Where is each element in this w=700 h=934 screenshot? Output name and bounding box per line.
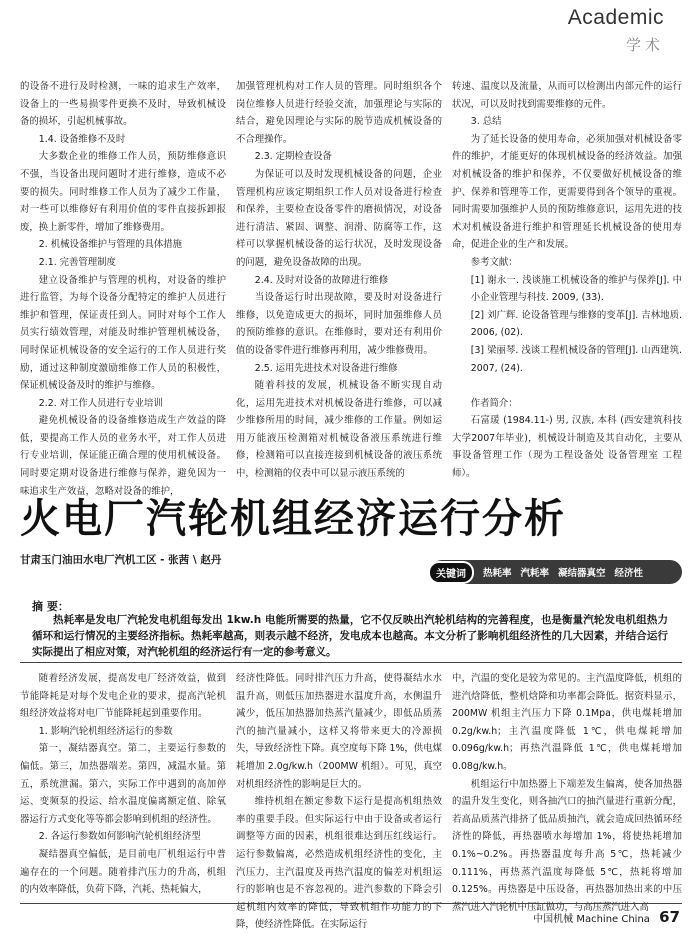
- bottom-column-3: [452, 670, 682, 916]
- paragraph: 第一，凝结器真空。第二，主要运行参数的偏低。第三，加热器端差。第四，减温水量。第五，系统泄漏。第六，实际工作中遇到的高加停运、变频泵的投运、给水温度偏离额定值、除氧器运行方式变化等等都会影响到机组的经济性。: [20, 743, 226, 825]
- paragraph: 随着科技的发展，机械设备不断实现自动化，运用先进技术对机械设备进行维修，可以减少维修所用的时间，减少维修的工作量。例如运用万能液压检测箱对机械设备液压系统进行维修，检测箱可以直接连接到机械设备的液压系统中，检测箱的仪表中可以显示液压系统的: [236, 380, 442, 480]
- paragraph: 经济性降低。同时排汽压力升高，使得凝结水水温升高，则低压加热器进水温度升高，水侧温升减少，低压加热器加热蒸汽量减少，即低品质蒸汽的抽汽量减小，这样又将带来更大的冷源损失，导致经济性下降。真空度每下降 1%，供电煤耗增加 2.0g/kw.h（200MW 机组）。可见，真空对机组经济性的影响是巨大的。: [236, 673, 442, 790]
- divider: [20, 662, 682, 663]
- footer-rule: [20, 903, 682, 904]
- keywords-label: 关键词: [428, 561, 474, 584]
- paragraph: 建立设备维护与管理的机构，对设备的维护进行监管，为每个设备分配特定的维护人员进行维护和管理，保证责任到人。同时对每个工作人员实行绩效管理，对能及时维护管理机械设备，同时保证机械设备的安全运行的工作人员进行奖励，通过这种制度激励维修工作人员的积极性，保证机械设备及时的维护与维修。: [20, 274, 226, 392]
- paragraph: 的设备不进行及时检测，一味的追求生产效率，设备上的一些易损零件更换不及时，导致机械设备的损坏，引起机械事故。: [20, 81, 226, 128]
- paragraph: 2.1. 完善管理制度: [38, 256, 116, 268]
- paragraph: 为保证可以及时发现机械设备的问题，企业管理机构应该定期组织工作人员对设备进行检查和保养，主要检查设备零件的磨损情况，对设备进行清洁、紧固、调整、润滑、防腐等工作，这样可以掌握机械设备的运行状况，及时发现设备的问题，避免设备故障的出现。: [236, 168, 442, 268]
- paragraph: 中，汽温的变化是较为常见的。主汽温度降低，机组的进汽焓降低，整机焓降和功率都会降低。据资料显示，200MW 机组主汽压力下降 0.1Mpa，供电煤耗增加 0.2g/kw.h；主汽温度降低 1℃，供电煤耗增加 0.096g/kw.h；再热汽温降低 1℃，供电煤耗增加 0.08g/kw.h。: [452, 673, 682, 772]
- paragraph: 大多数企业的维修工作人员，预防维修意识不强，当设备出现问题时才进行维修，造成不必要的损失。同时维修工作人员为了减少工作量，对一些可以维修好有利用价值的零件直接拆卸报废，换上新零件，增加了维修费用。: [20, 151, 226, 233]
- paragraph: [452, 377, 682, 395]
- paragraph: 2.2. 对工作人员进行专业培训: [38, 397, 163, 409]
- top-column-3: [452, 78, 682, 483]
- paragraph: 2.5. 运用先进技术对设备进行维修: [254, 362, 398, 374]
- paragraph: [3] 梁丽琴. 浅谈工程机械设备的管理[J]. 山西建筑. 2007, (24).: [470, 344, 682, 374]
- paragraph: 作者简介：: [470, 397, 518, 409]
- page-number: 67: [659, 908, 680, 926]
- paragraph: 2.3. 定期检查设备: [254, 151, 332, 163]
- paragraph: 参考文献：: [470, 256, 518, 268]
- article-author: 甘肃玉门油田水电厂汽机工区 - 张茜 \ 赵丹: [20, 554, 222, 566]
- paragraph: 1. 影响汽轮机组经济运行的参数: [38, 725, 173, 737]
- paragraph: 随着经济发展，提高发电厂经济效益，做到节能降耗是对每个发电企业的要求，提高汽轮机组经济效益将对电厂节能降耗起到重要作用。: [20, 673, 226, 720]
- paragraph: 2. 机械设备维护与管理的具体措施: [38, 239, 182, 251]
- paragraph: 当设备运行时出现故障，要及时对设备进行维修，以免造成更大的损坏，同时加强维修人员的预防维修的意识。在维修时，要对还有利用价值的设备零件进行维修再利用，减少维修费用。: [236, 292, 442, 356]
- paragraph: 3. 总结: [470, 116, 502, 128]
- keyword: 热耗率: [483, 568, 512, 579]
- top-column-1: [20, 78, 226, 500]
- section-label-zh: 学术: [625, 36, 664, 54]
- paragraph: 机组运行中加热器上下端差发生偏离，使各加热器的温升发生变化，则各抽汽口的抽汽量进行重新分配，若高品质蒸汽排挤了低品质抽汽，就会造成回热循环经济性的降低，再热器喷水每增加 1%，将使热耗增加 0.1%~0.2%。再热器温度每升高 5℃，热耗减少 0.111%，再热蒸汽温度每降低 5℃，热耗将增加 0.125%。再热器是中压设备，再热器加热出来的中压蒸汽进入汽轮机中压缸做功，与高压蒸汽进入高: [452, 778, 682, 913]
- bottom-column-1: [20, 670, 226, 899]
- page-footer: [533, 908, 680, 926]
- paragraph: 避免机械设备的设备维修造成生产效益的降低，要提高工作人员的业务水平，对工作人员进行专业培训，保证能正确合理的使用机械设备。同时要定期对设备进行维修与保养，避免因为一味追求生产效益，忽略对设备的维护，: [20, 415, 226, 497]
- paragraph: 为了延长设备的使用寿命，必须加强对机械设备零件的维护，才能更好的体现机械设备的经济效益。加强对机械设备的维护和保养，不仅要做好机械设备的维护、保养和管理等工作，更需要得到各个领导的重视。同时需要加强维护人员的预防维修意识，运用先进的技术对机械设备进行维护和管理延长机械设备的使用寿命，促进企业的生产和发展。: [452, 133, 682, 251]
- paragraph: 转速、温度以及流量，从而可以检测出内部元件的运行状况，可以及时找到需要维修的元件。: [452, 81, 682, 110]
- section-label-en: Academic: [567, 6, 664, 29]
- paragraph: 加强管理机构对工作人员的管理。同时组织各个岗位维修人员进行经验交流，加强理论与实际的结合，避免因理论与实际的脱节造成机械设备的不合理操作。: [236, 81, 442, 145]
- top-column-2: [236, 78, 442, 483]
- article-title: 火电厂汽轮机组经济运行分析: [20, 496, 566, 542]
- journal-name: 中国机械 Machine China: [533, 914, 650, 925]
- paragraph: 石富瑗 (1984.11-) 男, 汉族, 本科 (西安建筑科技大学2007年毕业)，机械设计制造及其自动化，主要从事设备管理工作（现为工程设备处 设备管理室 工程师）。: [452, 415, 682, 480]
- paragraph: 1.4. 设备维修不及时: [38, 133, 126, 145]
- keyword: 经济性: [614, 568, 644, 579]
- keyword: 汽耗率: [520, 568, 550, 579]
- abstract-text: 热耗率是发电厂汽轮发电机组每发出 1kw.h 电能所需要的热量，它不仅反映出汽轮机结构的完善程度，也是衡量汽轮发电机组热力循环和运行情况的主要经济指标。热耗率越高，则表示越不经济，发电成本也越高。本文分析了影响机组经济性的几大因素，并结合运行实际提出了相应对策，对汽轮机组的经济运行有一定的参考意义。: [32, 614, 668, 658]
- keywords-bar: [430, 560, 682, 584]
- bottom-column-2: [236, 670, 442, 934]
- keyword: 凝结器真空: [558, 568, 606, 579]
- paragraph: 维持机组在额定参数下运行是提高机组热效率的重要手段。但实际运行中由于设备或者运行调整等方面的因素，机组很难达到压红线运行。运行参数偏离，必然造成机组经济性的变化，主汽压力，主汽温度及再热汽温度的偏差对机组运行的影响也是不容忽视的。进汽参数的下降会引起机组内效率的降低，导致机组作功能力的下降，使经济性降低。在实际运行: [236, 796, 442, 931]
- paragraph: 凝结器真空偏低，是目前电厂机组运行中普遍存在的一个问题。随着排汽压力的升高，机组的内效率降低，负荷下降，汽耗、热耗偏大，: [20, 848, 226, 896]
- paragraph: 2.4. 及时对设备的故障进行维修: [254, 274, 389, 286]
- paragraph: [1] 谢永一. 浅谈施工机械设备的维护与保养[J]. 中小企业管理与科技. 2009, (33).: [470, 274, 682, 304]
- paragraph: [2] 刘广辉. 论设备管理与维修的变革[J]. 吉林地质. 2006, (02).: [470, 309, 682, 339]
- paragraph: 2. 各运行参数如何影响汽轮机组经济型: [38, 831, 201, 843]
- abstract-label: 摘 要：: [32, 600, 69, 613]
- section-header: [568, 6, 664, 55]
